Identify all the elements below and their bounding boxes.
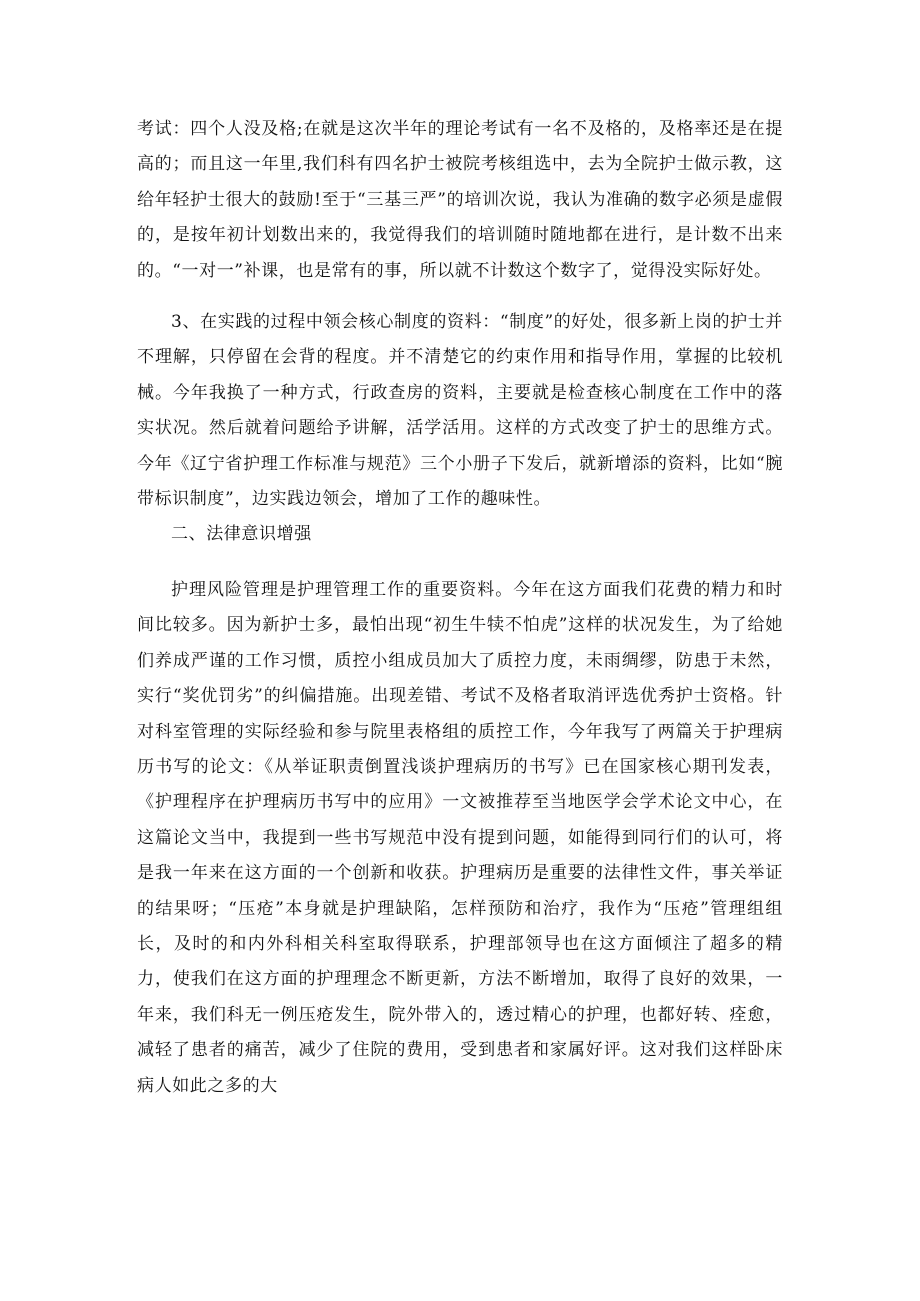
paragraph-core-system-practice: 3、在实践的过程中领会核心制度的资料：“制度”的好处，很多新上岗的护士并不理解，只停留在会背的程度。并不清楚它的约束作用和指导作用，掌握的比较机械。今年我换了一种方式，行政查房的资料，主要就是检查核心制度在工作中的落实状况。然后就着问题给予讲解，活学活用。这样的方式改变了护士的思维方式。今年《辽宁省护理工作标准与规范》三个小册子下发后，就新增添的资料，比如“腕带标识制度”，边实践边领会，增加了工作的趣味性。	[137, 312, 783, 510]
paragraph-exam-results: 考试：四个人没及格;在就是这次半年的理论考试有一名不及格的，及格率还是在提高的；而且这一年里,我们科有四名护士被院考核组选中，去为全院护士做示教，这给年轻护士很大的鼓励!至于“三基三严”的培训次说，我认为准确的数字必须是虚假的，是按年初计划数出来的，我觉得我们的培训随时随地都在进行，是计数不出来的。“一对一”补课，也是常有的事，所以就不计数这个数字了，觉得没实际好处。	[137, 119, 783, 281]
paragraph-risk-management: 护理风险管理是护理管理工作的重要资料。今年在这方面我们花费的精力和时间比较多。因为新护士多，最怕出现“初生牛犊不怕虎”这样的状况发生，为了给她们养成严谨的工作习惯，质控小组成员加大了质控力度，未雨绸缪，防患于未然，实行“奖优罚劣”的纠偏措施。出现差错、考试不及格者取消评选优秀护士资格。针对科室管理的实际经验和参与院里表格组的质控工作，今年我写了两篇关于护理病历书写的论文：《从举证职责倒置浅谈护理病历的书写》已在国家核心期刊发表，《护理程序在护理病历书写中的应用》一文被推荐至当地医学会学术论文中心，在这篇论文当中，我提到一些书写规范中没有提到问题，如能得到同行们的认可，将是我一年来在这方面的一个创新和收获。护理病历是重要的法律性文件，事关举证的结果呀；“压疮”本身就是护理缺陷，怎样预防和治疗，我作为“压疮”管理组组长，及时的和内外科相关科室取得联系，护理部领导也在这方面倾注了超多的精力，使我们在这方面的护理理念不断更新，方法不断增加，取得了良好的效果，一年来，我们科无一例压疮发生，院外带入的，透过精心的护理，也都好转、痊愈，减轻了患者的痛苦，减少了住院的费用，受到患者和家属好评。这对我们这样卧床病人如此之多的大	[137, 579, 783, 1096]
section-heading-legal-awareness: 二、法律意识增强	[171, 524, 312, 545]
